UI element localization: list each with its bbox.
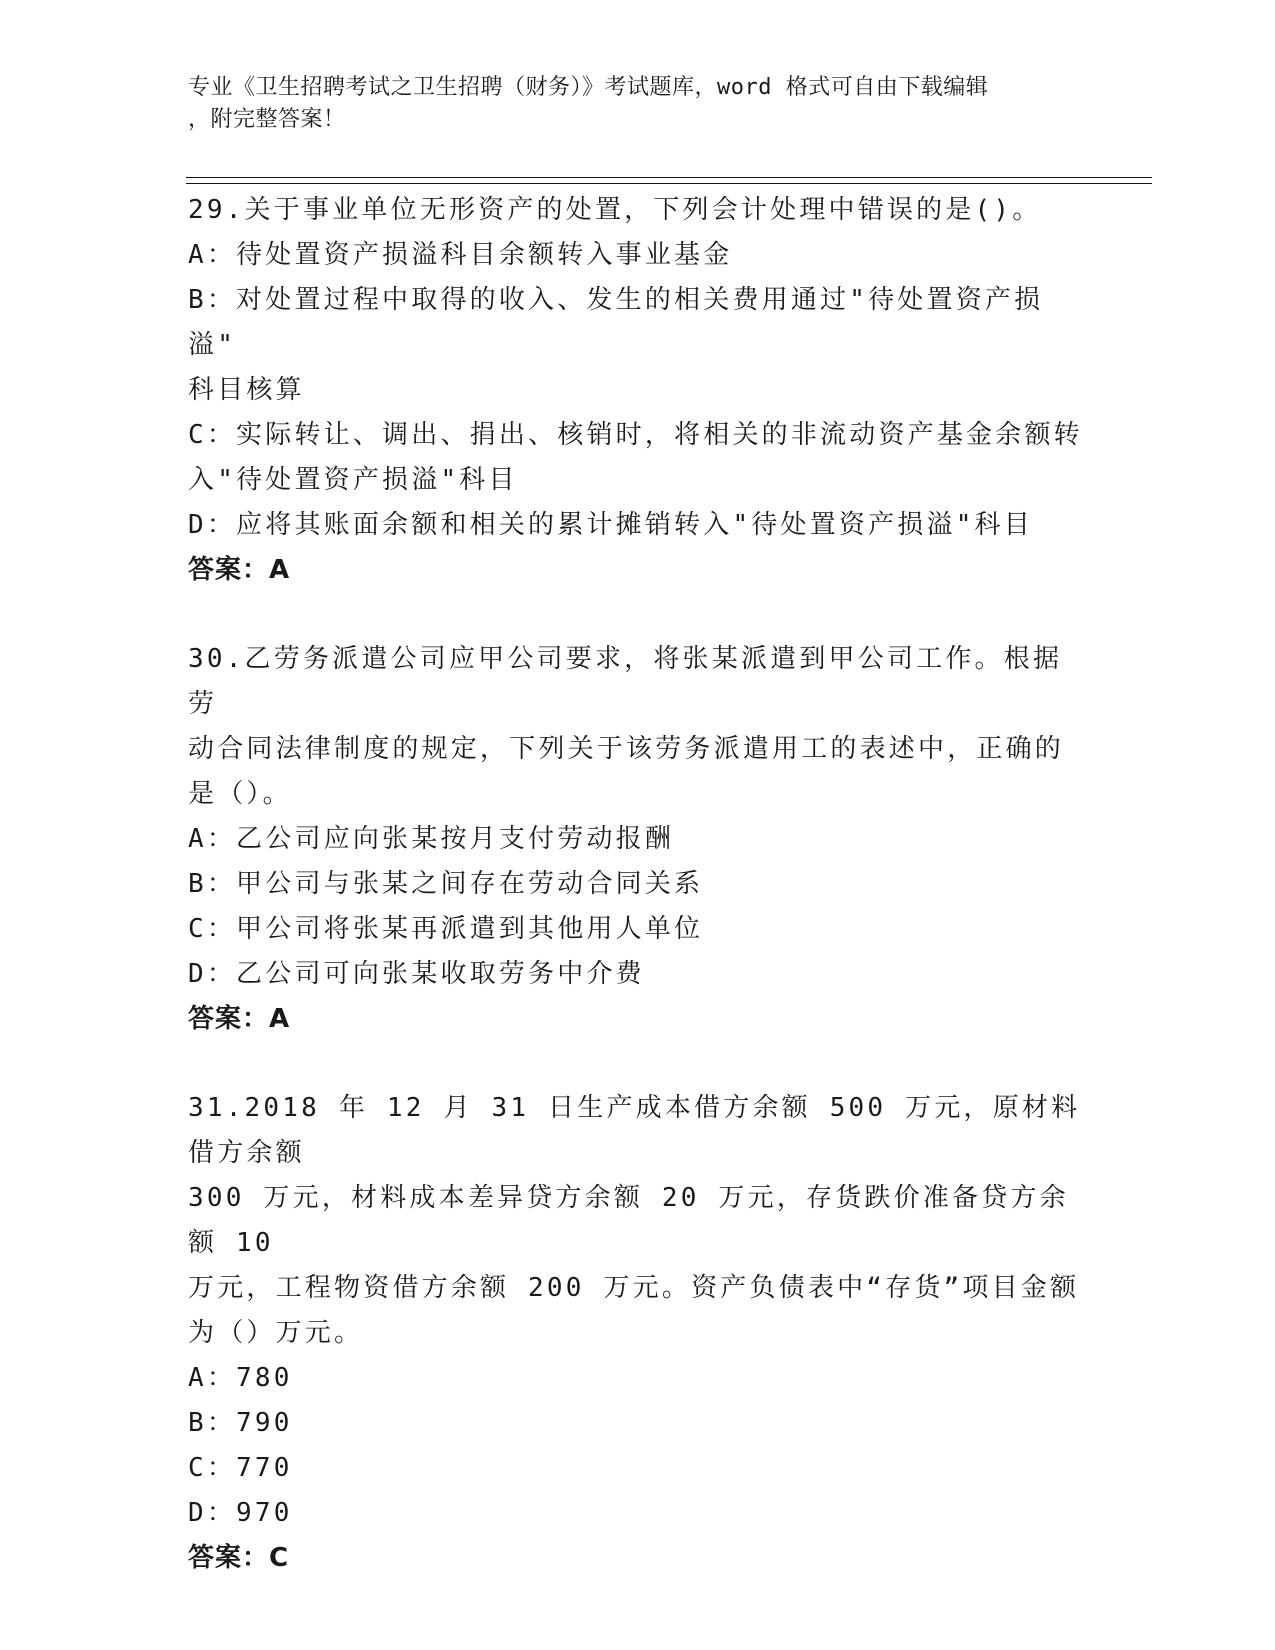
answer-option-line: 科目核算	[188, 375, 305, 405]
question-stem-line: 万元，工程物资借方余额 200 万元。资产负债表中“存货”项目金额	[188, 1273, 1080, 1303]
answer-option-line: C：770	[188, 1453, 293, 1483]
question-block	[188, 1086, 1088, 1581]
header-divider-bottom	[186, 183, 1152, 184]
question-stem-line: 29.关于事业单位无形资产的处置，下列会计处理中错误的是()。	[188, 195, 1042, 225]
answer-key: 答案：A	[188, 1004, 291, 1034]
question-stem-line: 动合同法律制度的规定，下列关于该劳务派遣用工的表述中，正确的	[188, 734, 1065, 764]
answer-option-line: B：甲公司与张某之间存在劳动合同关系	[188, 869, 704, 899]
question-stem-line: 30.乙劳务派遣公司应甲公司要求，将张某派遣到甲公司工作。根据劳	[188, 644, 1063, 719]
question-stem-line: 是（）。	[188, 779, 292, 809]
answer-option-line: B：790	[188, 1408, 293, 1438]
answer-key: 答案：A	[188, 555, 291, 585]
answer-option-line: 入"待处置资产损溢"科目	[188, 465, 518, 495]
question-list	[188, 188, 1088, 1625]
answer-option-line: A：待处置资产损溢科目余额转入事业基金	[188, 240, 733, 270]
answer-option-line: B：对处置过程中取得的收入、发生的相关费用通过"待处置资产损溢"	[188, 285, 1044, 360]
header-line-2: ，附完整答案！	[188, 107, 346, 132]
question-block	[188, 637, 1088, 1042]
question-stem-line: 31.2018 年 12 月 31 日生产成本借方余额 500 万元，原材料借方余额	[188, 1093, 1081, 1168]
document-header	[188, 72, 1068, 136]
answer-option-line: D：乙公司可向张某收取劳务中介费	[188, 959, 645, 989]
question-stem-line: 为（）万元。	[188, 1318, 364, 1348]
answer-option-line: A：乙公司应向张某按月支付劳动报酬	[188, 824, 675, 854]
header-line-1: 专业《卫生招聘考试之卫生招聘（财务）》考试题库，word 格式可自由下载编辑	[188, 75, 989, 100]
answer-option-line: D：应将其账面余额和相关的累计摊销转入"待处置资产损溢"科目	[188, 510, 1033, 540]
answer-option-line: D：970	[188, 1498, 293, 1528]
answer-option-line: C：实际转让、调出、捐出、核销时，将相关的非流动资产基金余额转	[188, 420, 1083, 450]
question-block	[188, 188, 1088, 593]
question-stem-line: 300 万元，材料成本差异贷方余额 20 万元，存货跌价准备贷方余额 10	[188, 1183, 1069, 1258]
answer-key: 答案：C	[188, 1543, 290, 1573]
answer-option-line: C：甲公司将张某再派遣到其他用人单位	[188, 914, 704, 944]
answer-option-line: A：780	[188, 1363, 293, 1393]
header-divider-top	[186, 177, 1152, 178]
